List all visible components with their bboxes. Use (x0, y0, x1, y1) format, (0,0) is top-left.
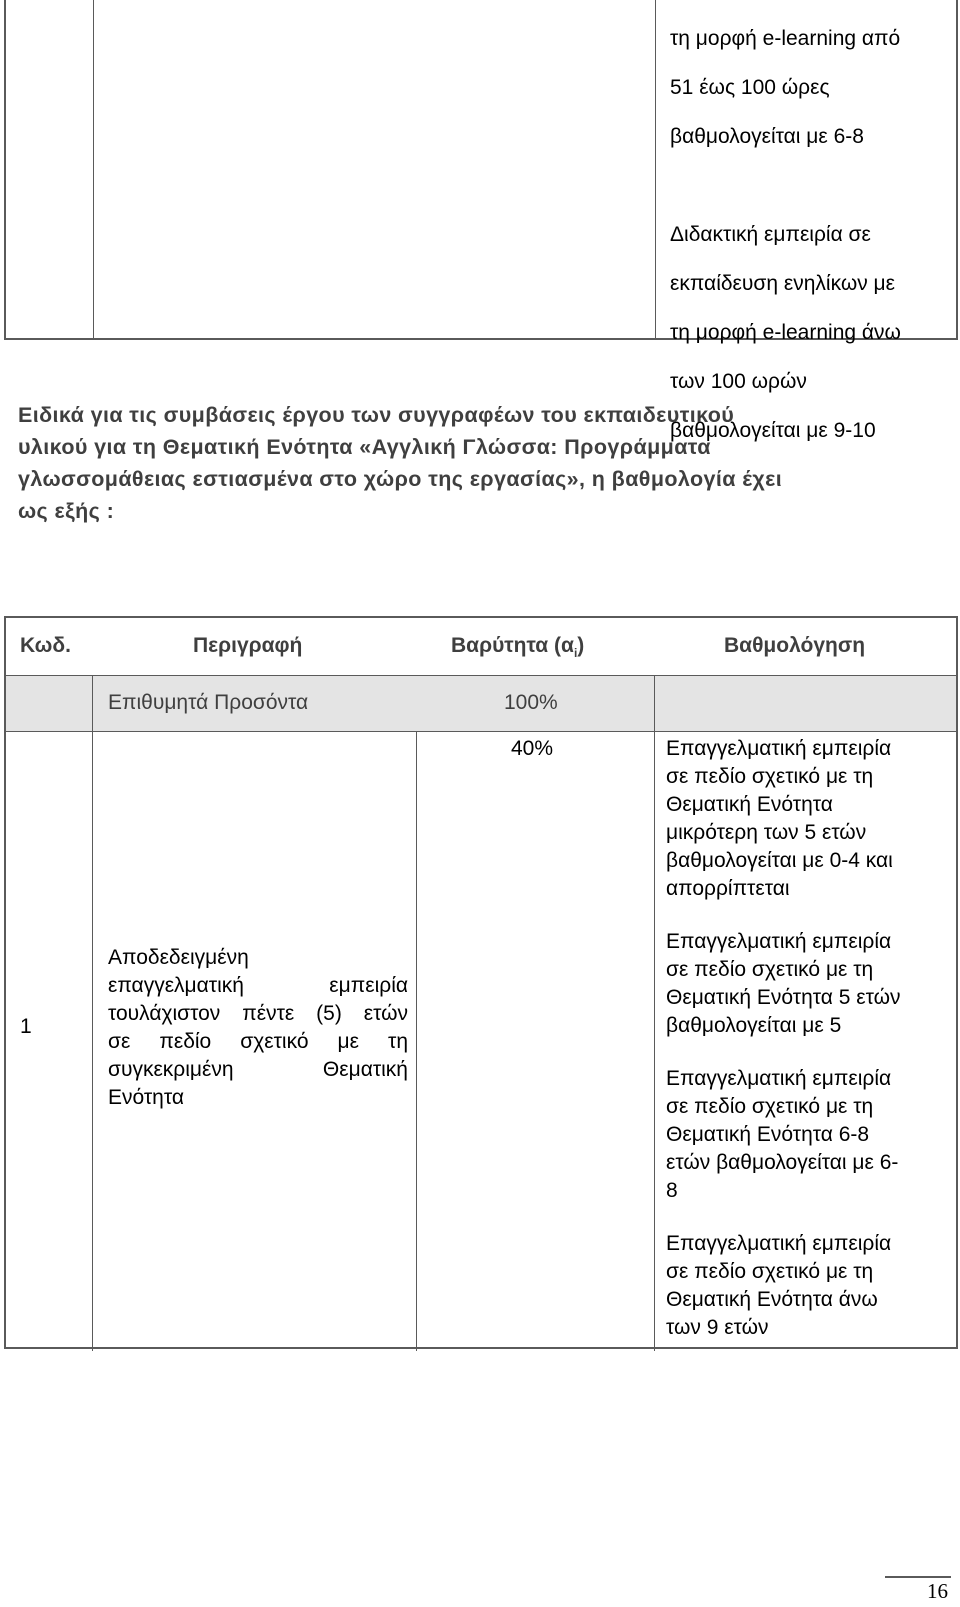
description-line: συγκεκριμένη Θεματική (108, 1058, 408, 1081)
scoring-line: βαθμολογείται με 0-4 και (666, 849, 893, 872)
page-number: 16 (927, 1579, 948, 1603)
description-line: Αποδεδειγμένη (108, 946, 249, 969)
row-description (108, 944, 408, 1112)
scoring-line: Επαγγελματική εμπειρία (666, 1232, 892, 1255)
scoring-line: των 9 ετών (666, 1316, 769, 1339)
intro-line: υλικού για τη Θεματική Ενότητα «Αγγλική Γλώσσα: Προγράμματα (18, 435, 711, 459)
column-divider (92, 676, 93, 1351)
scoring-line: σε πεδίο σχετικό με τη (666, 958, 874, 981)
section-total: 100% (504, 691, 558, 714)
scoring-line: Θεματική Ενότητα 6-8 (666, 1123, 870, 1146)
scoring-line: βαθμολογείται με 6-8 (670, 125, 864, 148)
scoring-line: σε πεδίο σχετικό με τη (666, 1260, 874, 1283)
scoring-column (656, 0, 958, 442)
intro-line: γλωσσομάθειας εστιασμένα στο χώρο της εργασίας», η βαθμολογία έχει (18, 467, 783, 491)
description-column (94, 0, 656, 338)
description-line: σε πεδίο σχετικό με τη (108, 1030, 408, 1053)
section-label: Επιθυμητά Προσόντα (108, 691, 309, 714)
table-header-row (6, 618, 956, 676)
scoring-line: βαθμολογείται με 5 (666, 1014, 842, 1037)
scoring-line: σε πεδίο σχετικό με τη (666, 1095, 874, 1118)
scoring-line: 51 έως 100 ώρες (670, 76, 830, 99)
scoring-line: τη μορφή e-learning άνω (670, 321, 901, 344)
scoring-line: Θεματική Ενότητα άνω (666, 1288, 878, 1311)
header-scoring: Βαθμολόγηση (724, 634, 866, 657)
column-divider (416, 732, 417, 1351)
scoring-line: Θεματική Ενότητα 5 ετών (666, 986, 901, 1009)
scoring-line: των 100 ωρών (670, 370, 807, 393)
row-scoring (666, 735, 956, 1342)
scoring-line: εκπαίδευση ενηλίκων με (670, 272, 896, 295)
intro-line: Ειδικά για τις συμβάσεις έργου των συγγραφέων του εκπαιδευτικού (18, 403, 735, 427)
scoring-line: απορρίπτεται (666, 877, 790, 900)
header-description: Περιγραφή (193, 634, 303, 657)
row-code: 1 (20, 1015, 32, 1038)
footer-divider (885, 1576, 951, 1578)
scoring-line: τη μορφή e-learning από (670, 27, 901, 50)
scoring-line: Επαγγελματική εμπειρία (666, 930, 892, 953)
scoring-line: 8 (666, 1179, 678, 1202)
description-line: Ενότητα (108, 1086, 185, 1109)
section-row (6, 676, 956, 732)
intro-paragraph (18, 399, 948, 527)
header-weight: Βαρύτητα $(\alpha_i)$ (451, 634, 585, 661)
scoring-line: βαθμολογείται με 9-10 (670, 419, 876, 442)
row-weight: 40% (511, 737, 554, 760)
code-column (6, 0, 94, 338)
intro-line: ως εξής : (18, 499, 115, 523)
column-divider (654, 676, 655, 1351)
criteria-table (4, 616, 958, 1349)
scoring-line: Θεματική Ενότητα (666, 793, 833, 816)
scoring-line: σε πεδίο σχετικό με τη (666, 765, 874, 788)
scoring-line: Επαγγελματική εμπειρία (666, 1067, 892, 1090)
header-code: Κωδ. (20, 634, 71, 657)
description-line: επαγγελματική εμπειρία (108, 974, 408, 997)
scoring-line: Επαγγελματική εμπειρία (666, 737, 892, 760)
scoring-line: Διδακτική εμπειρία σε (670, 223, 871, 246)
scoring-line: ετών βαθμολογείται με 6- (666, 1151, 899, 1174)
scoring-line: μικρότερη των 5 ετών (666, 821, 867, 844)
description-line: τουλάχιστον πέντε (5) ετών (108, 1002, 408, 1025)
